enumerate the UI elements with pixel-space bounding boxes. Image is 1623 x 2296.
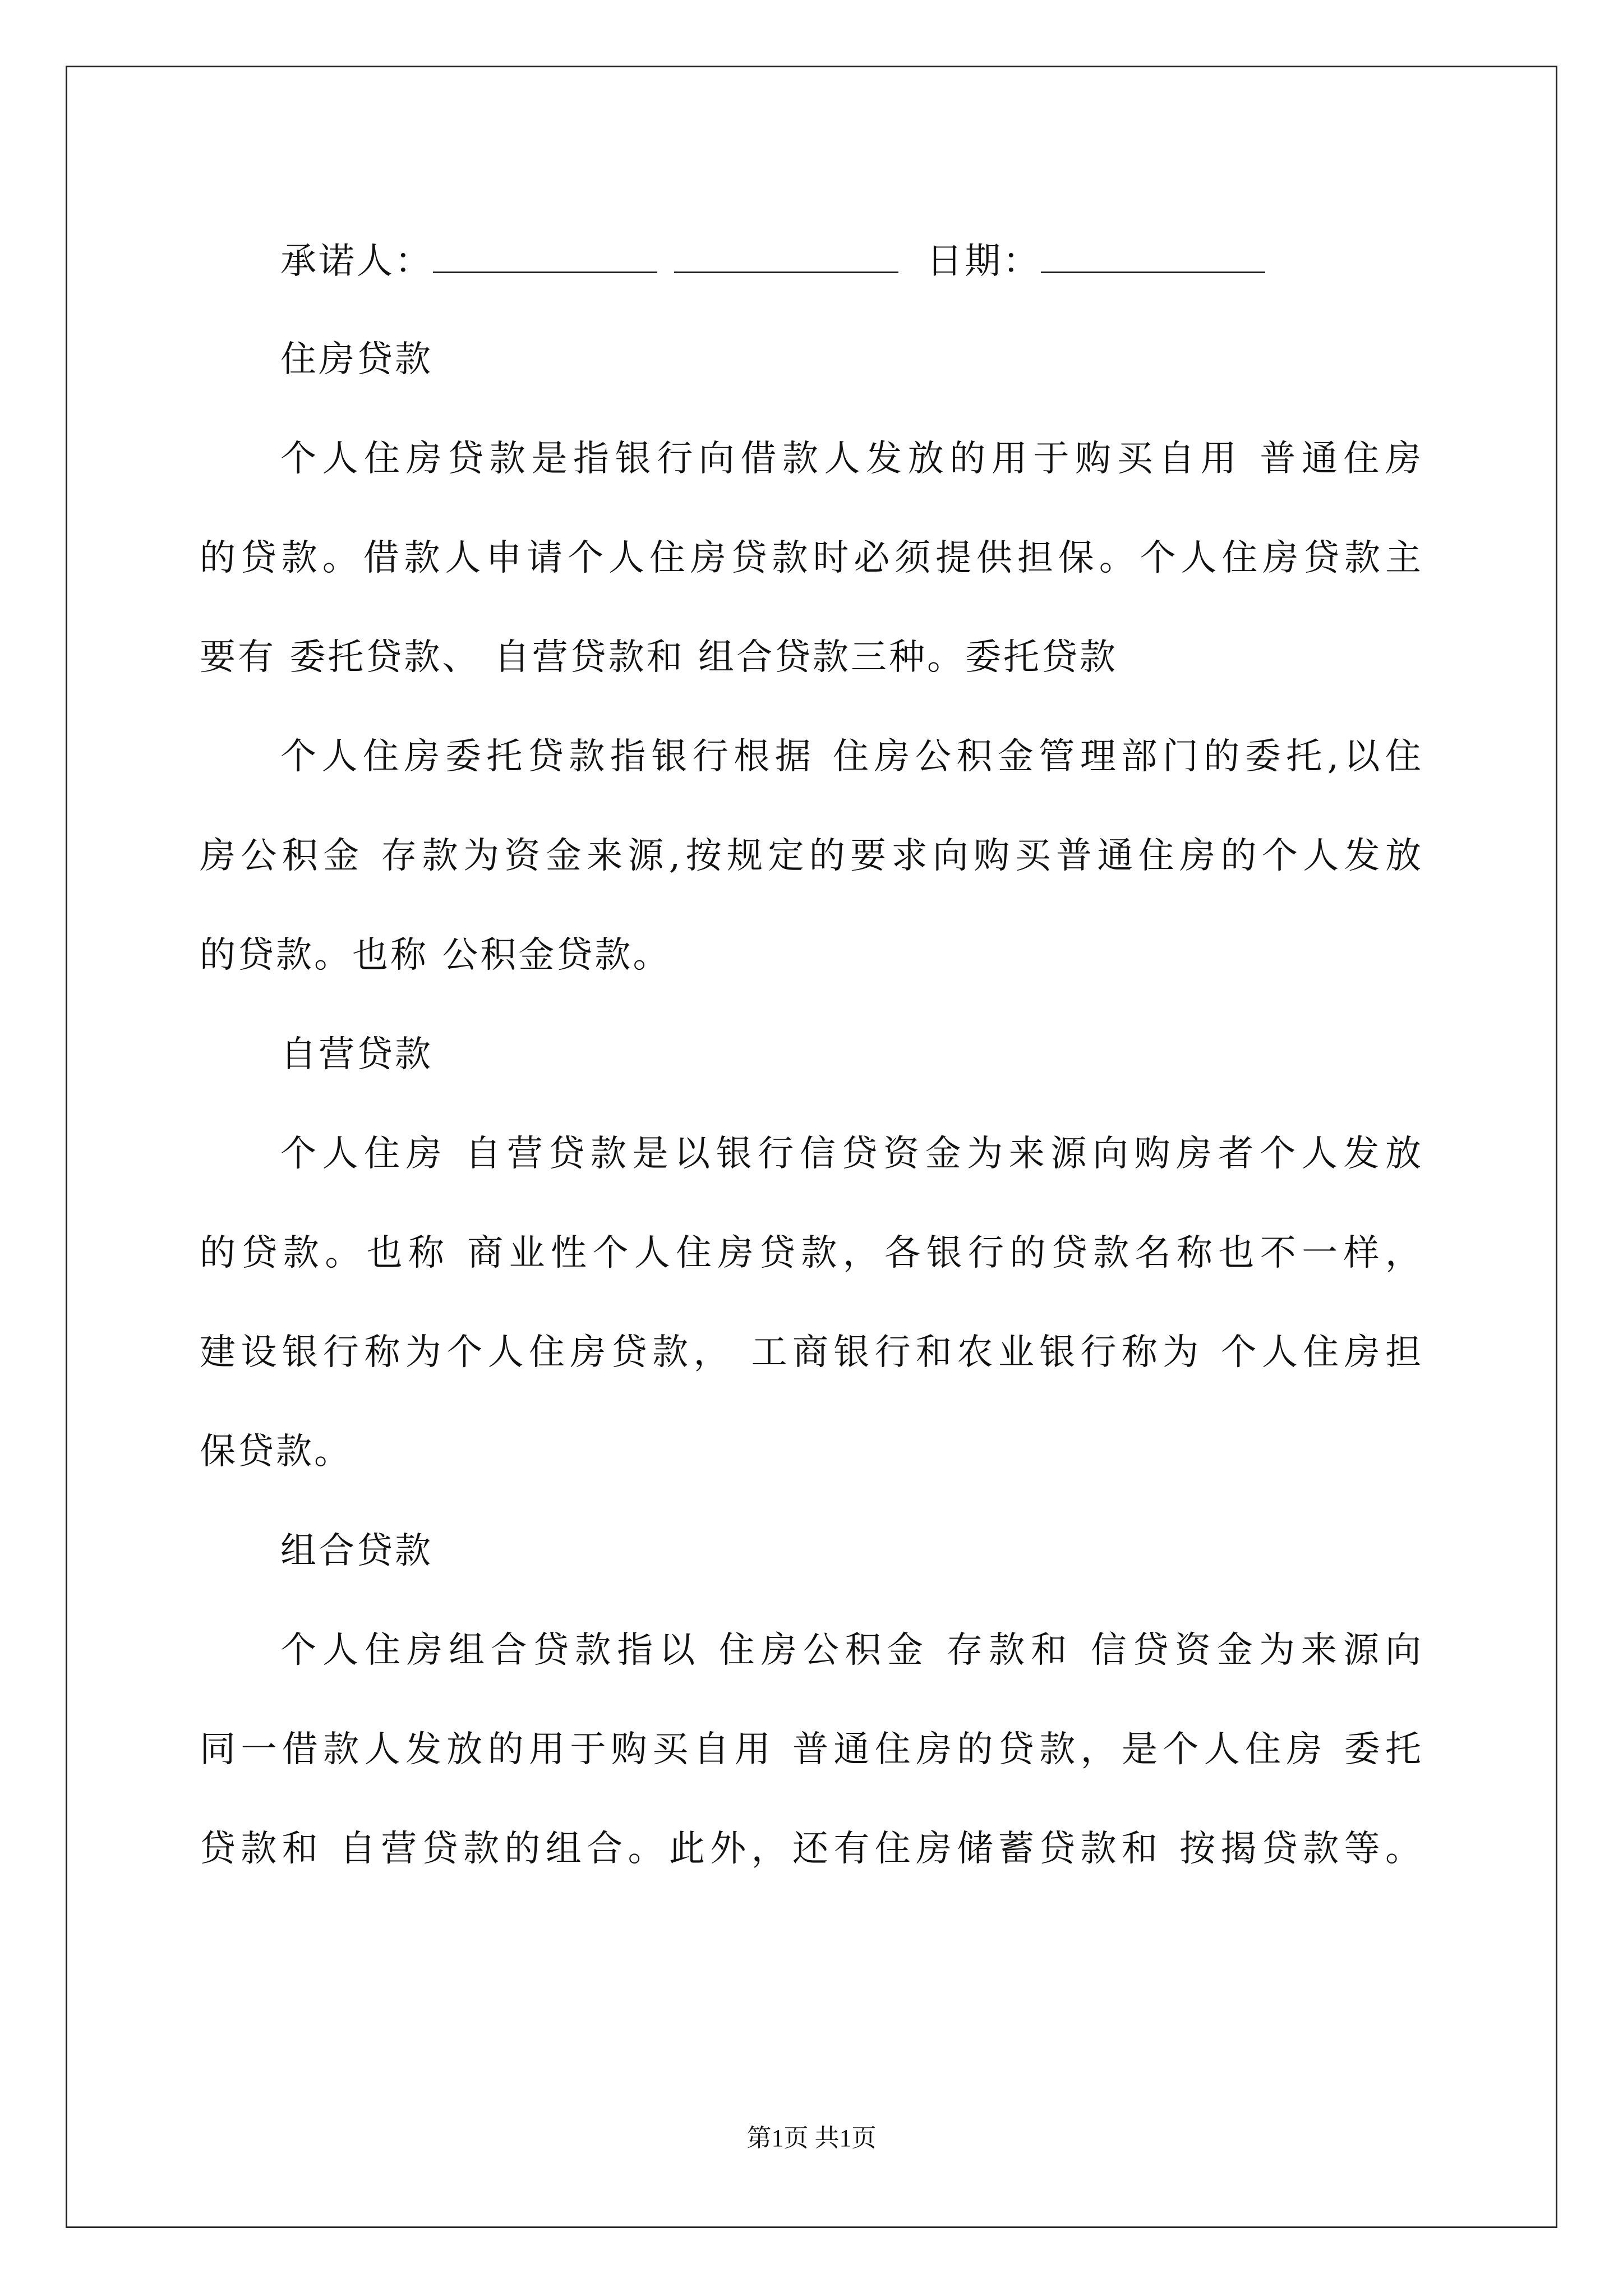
page-number-footer: 第1页 共1页 — [746, 2124, 877, 2152]
section-title-self-operated-loan: 自营贷款 — [280, 1034, 433, 1075]
pledger-blank-1 — [433, 242, 657, 273]
paragraph-line: 的贷款。也称 商业性个人住房贷款，各银行的贷款名称也不一样， — [200, 1232, 1423, 1274]
paragraph-line: 个人住房贷款是指银行向借款人发放的用于购买自用 普通住房 — [280, 438, 1423, 480]
paragraph-line: 要有 委托贷款、 自营贷款和 组合贷款三种。委托贷款 — [200, 637, 1118, 678]
pledger-blank-2 — [674, 242, 898, 273]
paragraph-line: 个人住房组合贷款指以 住房公积金 存款和 信贷资金为来源向 — [280, 1630, 1423, 1671]
paragraph-line: 建设银行称为个人住房贷款， 工商银行和农业银行称为 个人住房担 — [200, 1332, 1423, 1373]
paragraph-line: 贷款和 自营贷款的组合。此外，还有住房储蓄贷款和 按揭贷款等。 — [200, 1828, 1423, 1870]
paragraph-line: 保贷款。 — [200, 1431, 352, 1473]
paragraph-line: 的贷款。借款人申请个人住房贷款时必须提供担保。个人住房贷款主 — [200, 537, 1423, 579]
paragraph-line: 个人住房 自营贷款是以银行信贷资金为来源向购房者个人发放 — [280, 1133, 1423, 1175]
paragraph-line: 房公积金 存款为资金来源,按规定的要求向购买普通住房的个人发放 — [200, 835, 1423, 877]
pledge-line — [200, 241, 1423, 282]
paragraph-line: 个人住房委托贷款指银行根据 住房公积金管理部门的委托,以住 — [280, 736, 1423, 777]
pledger-label: 承诺人： — [280, 241, 433, 282]
section-title-housing-loan: 住房贷款 — [280, 339, 433, 380]
date-blank — [1041, 242, 1265, 273]
date-label: 日期： — [926, 241, 1041, 282]
section-title-combined-loan: 组合贷款 — [280, 1530, 433, 1572]
paragraph-line: 同一借款人发放的用于购买自用 普通住房的贷款，是个人住房 委托 — [200, 1729, 1423, 1770]
paragraph-line: 的贷款。也称 公积金贷款。 — [200, 935, 671, 976]
